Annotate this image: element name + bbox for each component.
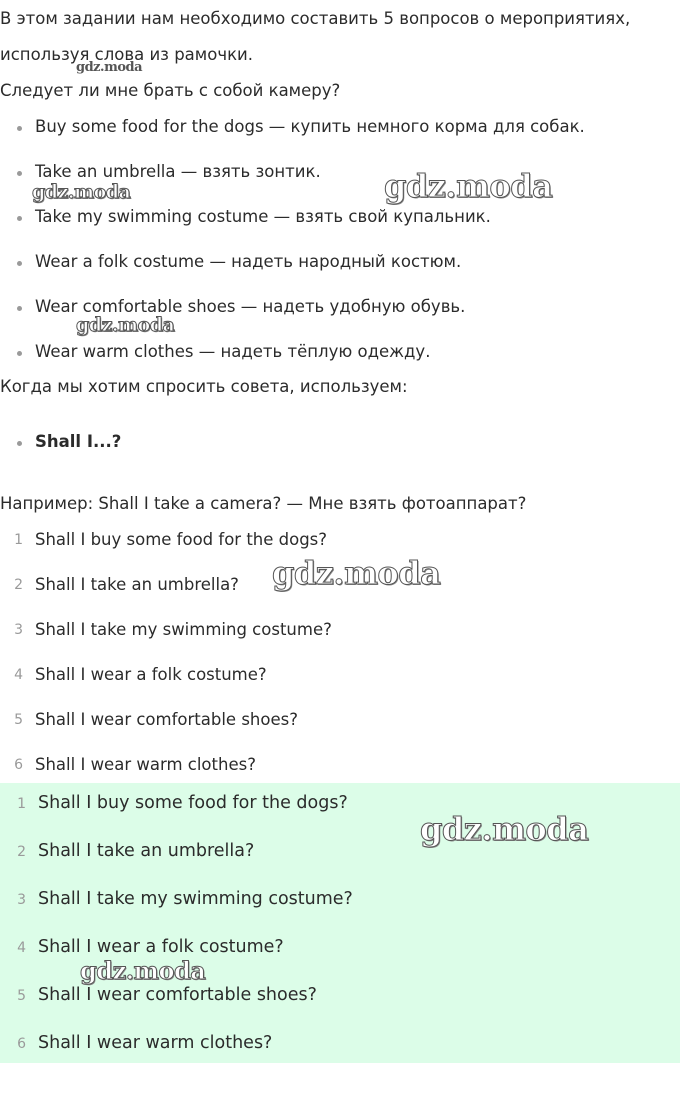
bullet-icon (17, 126, 22, 131)
item-number: 5 (14, 712, 23, 728)
answer-box (0, 783, 680, 1063)
example-sentence: Например: Shall I take a camera? — Мне взять фотоаппарат? (0, 494, 527, 513)
list-item (0, 665, 680, 689)
answer-text: Shall I wear a folk costume? (38, 937, 284, 957)
answer-text: Shall I take my swimming costume? (38, 889, 353, 909)
bullet-icon (17, 441, 22, 446)
item-number: 4 (17, 940, 26, 956)
advice-pattern: Shall I...? (35, 432, 122, 451)
bullet-icon (17, 261, 22, 266)
phrase-text: Take an umbrella — взять зонтик. (35, 162, 321, 181)
phrase-text: Wear warm clothes — надеть тёплую одежду. (35, 342, 431, 361)
answer-text: Shall I buy some food for the dogs? (38, 793, 348, 813)
bullet-icon (17, 306, 22, 311)
answer-text: Shall I wear warm clothes? (35, 755, 256, 774)
answer-text: Shall I take an umbrella? (38, 841, 255, 861)
item-number: 6 (17, 1036, 26, 1052)
list-item (0, 620, 680, 644)
answer-text: Shall I wear warm clothes? (38, 1033, 273, 1053)
answer-text: Shall I wear a folk costume? (35, 665, 267, 684)
watermark-logo: gdz.moda (384, 167, 553, 205)
bullet-icon (17, 351, 22, 356)
watermark-logo: gdz.moda (32, 181, 131, 203)
item-number: 2 (17, 844, 26, 860)
watermark-logo: gdz.moda (76, 314, 175, 336)
list-item (0, 985, 680, 1011)
item-number: 3 (17, 892, 26, 908)
watermark-logo: gdz.moda (80, 956, 206, 985)
bullet-icon (17, 216, 22, 221)
phrase-text: Wear comfortable shoes — надеть удобную обувь. (35, 297, 466, 316)
bullet-icon (17, 171, 22, 176)
watermark-logo: gdz.moda (272, 554, 441, 592)
advice-intro: Когда мы хотим спросить совета, используем: (0, 377, 408, 396)
item-number: 6 (14, 757, 23, 773)
answer-text: Shall I take an umbrella? (35, 575, 239, 594)
list-item (0, 755, 680, 779)
intro-line-1: В этом задании нам необходимо составить 5 вопросов о мероприятиях, (0, 9, 631, 28)
answer-text: Shall I wear comfortable shoes? (35, 710, 298, 729)
answer-text: Shall I buy some food for the dogs? (35, 530, 328, 549)
list-item (0, 530, 680, 554)
item-number: 3 (14, 622, 23, 638)
item-number: 1 (14, 532, 23, 548)
intro-line-2: используя слова из рамочки. (0, 45, 254, 64)
item-number: 1 (17, 796, 26, 812)
item-number: 2 (14, 577, 23, 593)
phrase-text: Wear a folk costume — надеть народный костюм. (35, 252, 462, 271)
list-item (0, 889, 680, 915)
phrase-text: Take my swimming costume — взять свой купальник. (35, 207, 491, 226)
answer-text: Shall I take my swimming costume? (35, 620, 332, 639)
item-number: 4 (14, 667, 23, 683)
phrase-text: Buy some food for the dogs — купить немного корма для собак. (35, 117, 585, 136)
watermark-logo: gdz.moda (76, 60, 143, 75)
item-number: 5 (17, 988, 26, 1004)
answer-text: Shall I wear comfortable shoes? (38, 985, 317, 1005)
list-item (0, 710, 680, 734)
intro-question: Следует ли мне брать с собой камеру? (0, 81, 341, 100)
list-item (0, 1033, 680, 1059)
watermark-logo: gdz.moda (420, 810, 589, 848)
